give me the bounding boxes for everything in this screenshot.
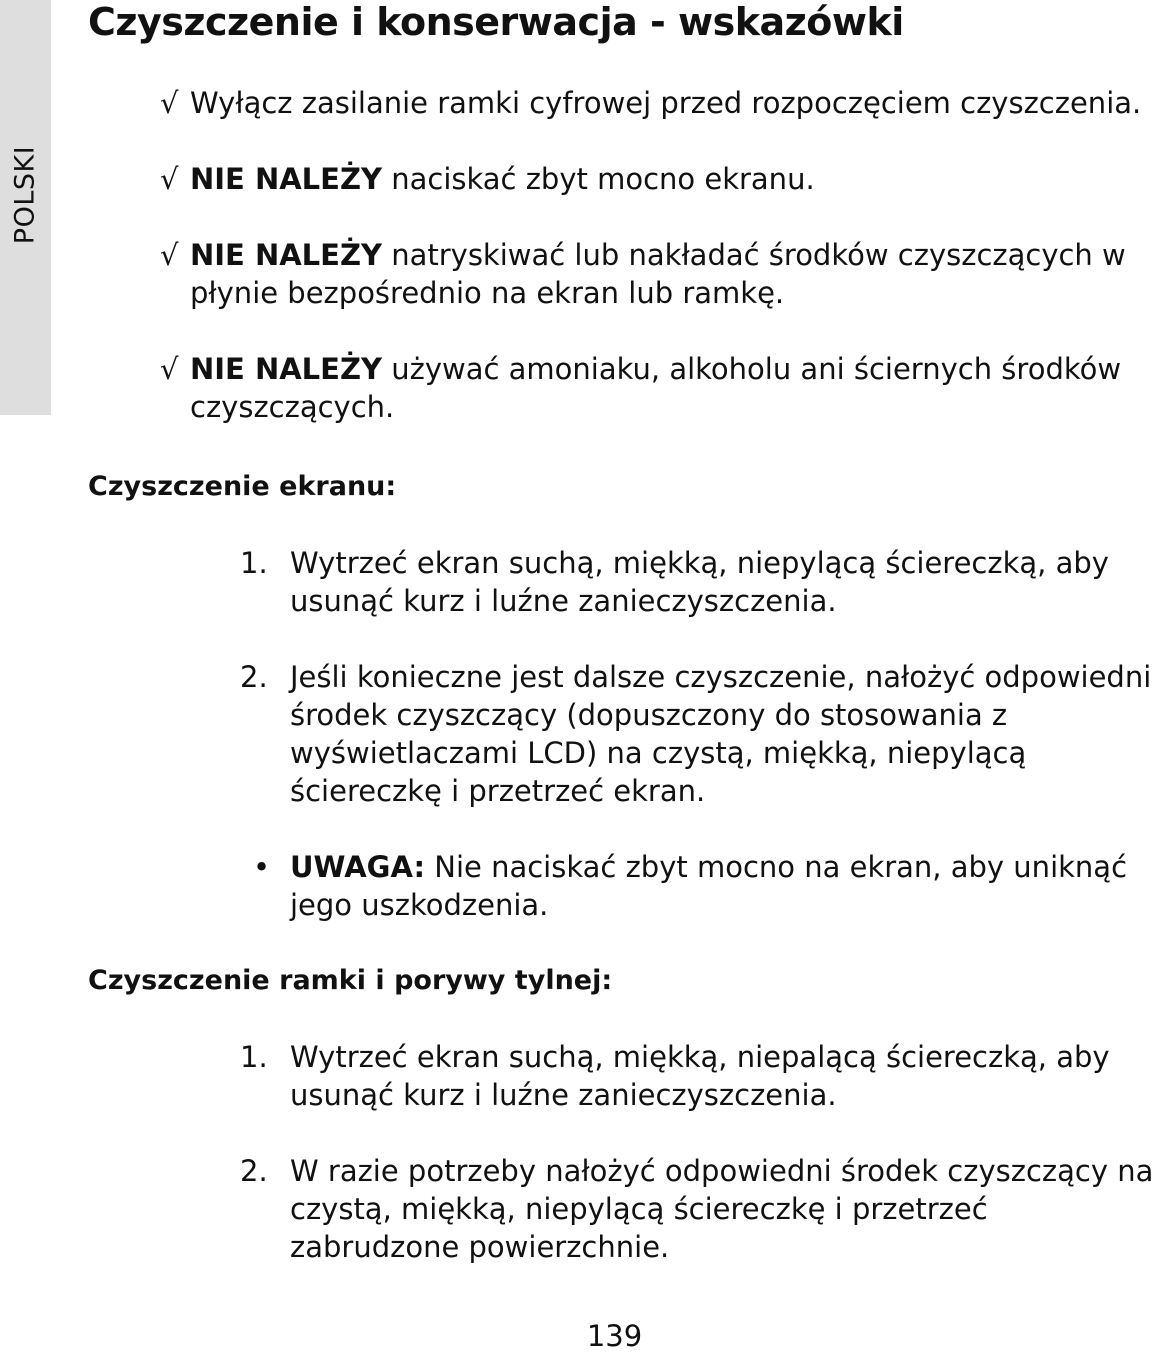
list-item [240, 1152, 1155, 1266]
tip-warning-label: NIE NALEŻY [190, 162, 382, 196]
tip-warning-label: NIE NALEŻY [190, 238, 382, 272]
note-text: Nie naciskać zbyt mocno na ekran, aby uniknąć jego uszkodzenia. [290, 850, 1128, 922]
step-text: Wytrzeć ekran suchą, miękką, niepalącą ściereczką, aby usunąć kurz i luźne zanieczyszczenia. [290, 1040, 1110, 1112]
note-item [240, 848, 1155, 924]
tip-item [160, 350, 1150, 426]
tip-text: używać amoniaku, alkoholu ani ściernych środków czyszczących. [190, 352, 1122, 424]
list-item [240, 658, 1155, 810]
step-number: 1. [240, 1040, 268, 1074]
language-label: POLSKI [9, 145, 41, 245]
screen-cleaning-steps [240, 544, 1155, 962]
step-text: Jeśli konieczne jest dalsze czyszczenie, nałożyć odpowiedni środek czyszczący (dopuszczony do stosowania z wyświetlaczami LCD) na czystą, miękką, niepylącą ściereczkę i przetrzeć ekran. [290, 660, 1152, 808]
step-text: W razie potrzeby nałożyć odpowiedni środek czyszczący na czystą, miękką, niepylącą ściereczkę i przetrzeć zabrudzone powierzchnie. [290, 1154, 1154, 1264]
tip-item [160, 160, 1150, 198]
frame-cleaning-heading: Czyszczenie ramki i porywy tylnej: [88, 965, 613, 996]
bullet-icon: • [253, 850, 271, 884]
page-number: 139 [586, 1319, 643, 1353]
tip-item [160, 84, 1150, 122]
note-label: UWAGA: [290, 850, 426, 884]
language-side-tab [0, 0, 51, 415]
tips-list [160, 84, 1150, 464]
check-icon: √ [160, 86, 179, 120]
step-text: Wytrzeć ekran suchą, miękką, niepylącą ściereczką, aby usunąć kurz i luźne zanieczyszczenia. [290, 546, 1109, 618]
check-icon: √ [160, 162, 179, 196]
screen-cleaning-heading: Czyszczenie ekranu: [88, 471, 397, 502]
step-number: 2. [240, 1154, 268, 1188]
tip-text: Wyłącz zasilanie ramki cyfrowej przed rozpoczęciem czyszczenia. [190, 86, 1142, 120]
check-icon: √ [160, 238, 179, 272]
tip-text: natryskiwać lub nakładać środków czyszczących w płynie bezpośrednio na ekran lub ramkę. [190, 238, 1126, 310]
step-number: 2. [240, 660, 268, 694]
tip-warning-label: NIE NALEŻY [190, 352, 382, 386]
frame-cleaning-steps [240, 1038, 1155, 1304]
step-number: 1. [240, 546, 268, 580]
check-icon: √ [160, 352, 179, 386]
list-item [240, 1038, 1155, 1114]
tip-item [160, 236, 1150, 312]
list-item [240, 544, 1155, 620]
tip-text: naciskać zbyt mocno ekranu. [382, 162, 815, 196]
page-title: Czyszczenie i konserwacja - wskazówki [88, 0, 904, 44]
